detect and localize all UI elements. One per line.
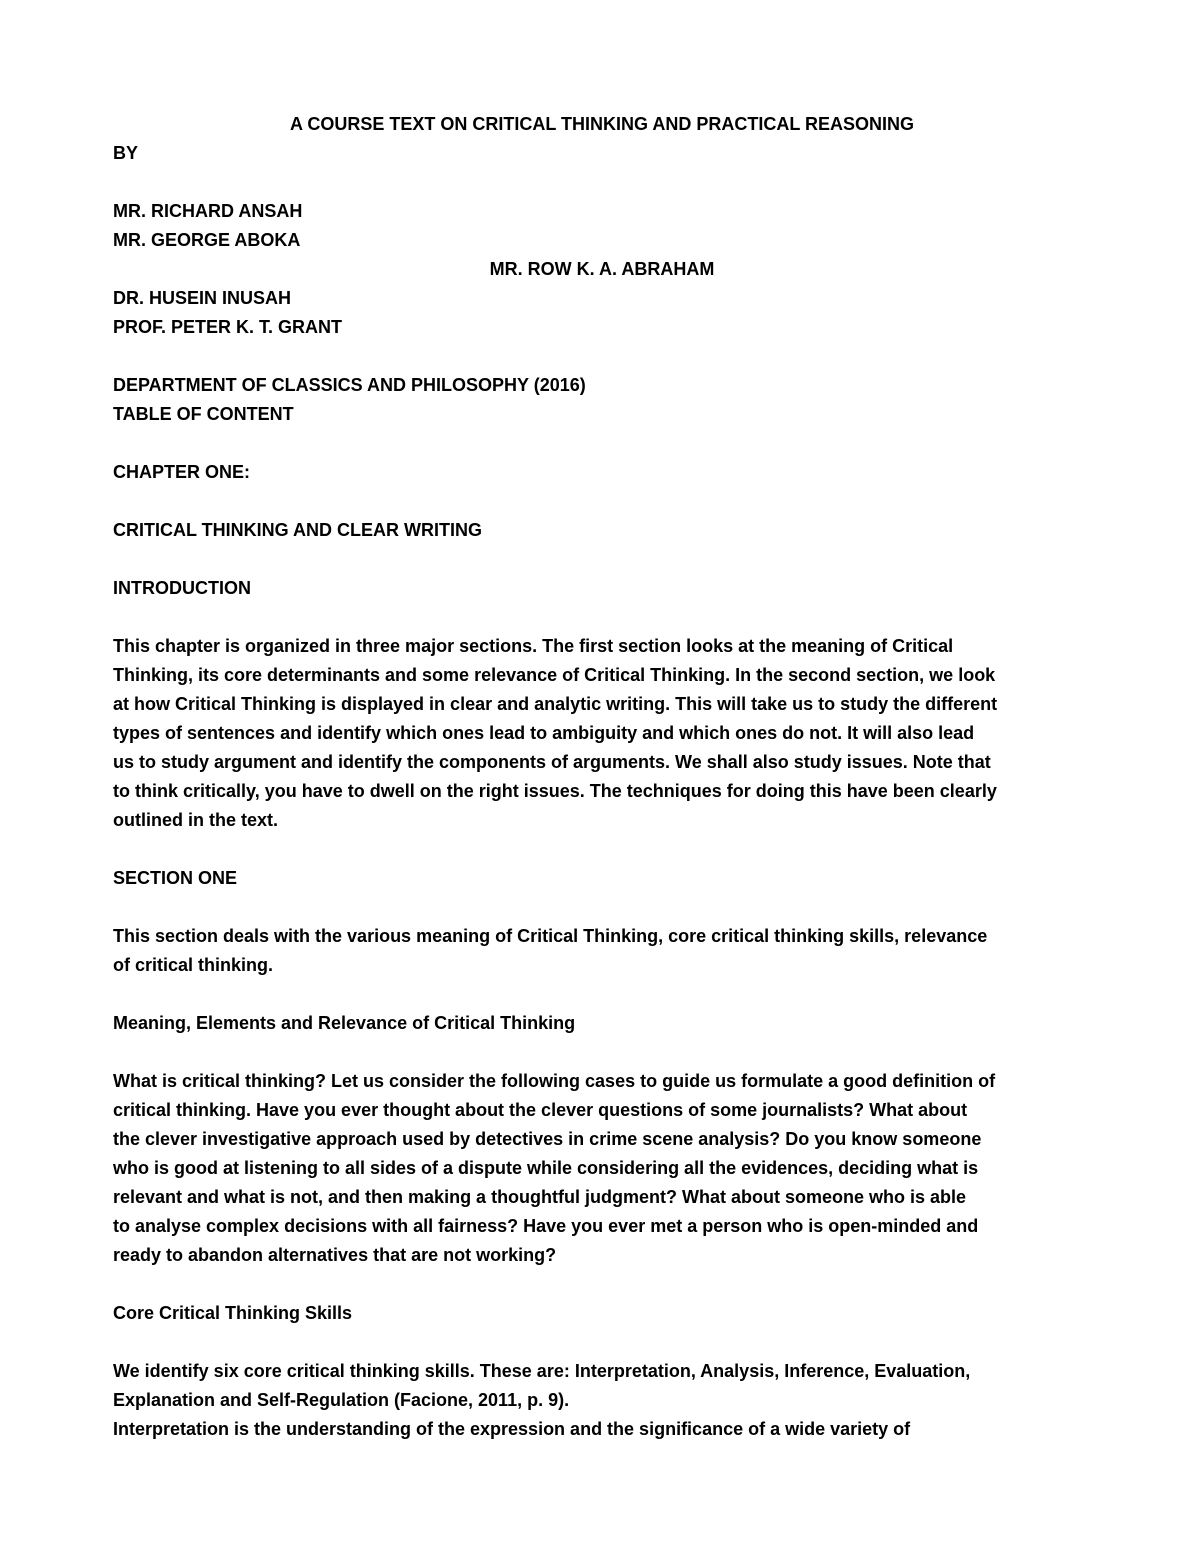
document-content [113, 110, 1091, 1444]
author-line: MR. RICHARD ANSAH [113, 201, 303, 221]
subsection-heading: Meaning, Elements and Relevance of Critical Thinking [113, 1013, 576, 1033]
definition-paragraph-line: the clever investigative approach used by detectives in crime scene analysis? Do you know someone [113, 1129, 982, 1149]
blank-line [113, 603, 1091, 632]
document-title: A COURSE TEXT ON CRITICAL THINKING AND PRACTICAL REASONING [289, 114, 914, 134]
toc-heading: TABLE OF CONTENT [113, 404, 294, 424]
skills-paragraph-line: Explanation and Self-Regulation (Facione, 2011, p. 9). [113, 1390, 570, 1410]
introduction-heading: INTRODUCTION [113, 578, 251, 598]
definition-paragraph-line: who is good at listening to all sides of a dispute while considering all the evidences, deciding what is [113, 1158, 979, 1178]
blank-line [113, 1328, 1091, 1357]
blank-line [113, 342, 1091, 371]
definition-paragraph-line: What is critical thinking? Let us consider the following cases to guide us formulate a good definition of [113, 1071, 996, 1091]
intro-paragraph-line: at how Critical Thinking is displayed in clear and analytic writing. This will take us to study the different [113, 694, 998, 714]
section-paragraph-line: This section deals with the various meaning of Critical Thinking, core critical thinking skills, relevance [113, 926, 988, 946]
chapter-title: CRITICAL THINKING AND CLEAR WRITING [113, 520, 482, 540]
department-line: DEPARTMENT OF CLASSICS AND PHILOSOPHY (2016) [113, 375, 586, 395]
blank-line [113, 980, 1091, 1009]
intro-paragraph-line: us to study argument and identify the components of arguments. We shall also study issues. Note that [113, 752, 991, 772]
intro-paragraph-line: types of sentences and identify which ones lead to ambiguity and which ones do not. It will also lead [113, 723, 975, 743]
author-line: MR. GEORGE ABOKA [113, 230, 301, 250]
interpretation-line: Interpretation is the understanding of the expression and the significance of a wide variety of [113, 1419, 911, 1439]
blank-line [113, 545, 1091, 574]
blank-line [113, 1270, 1091, 1299]
intro-paragraph-line: outlined in the text. [113, 810, 278, 830]
blank-line [113, 429, 1091, 458]
definition-paragraph-line: to analyse complex decisions with all fairness? Have you ever met a person who is open-minded and [113, 1216, 979, 1236]
author-line: DR. HUSEIN INUSAH [113, 288, 292, 308]
blank-line [113, 893, 1091, 922]
section-heading: SECTION ONE [113, 868, 238, 888]
section-paragraph-line: of critical thinking. [113, 955, 274, 975]
skills-paragraph-line: We identify six core critical thinking skills. These are: Interpretation, Analysis, Inference, Evaluation, [113, 1361, 971, 1381]
blank-line [113, 835, 1091, 864]
author-line: MR. ROW K. A. ABRAHAM [489, 259, 715, 279]
intro-paragraph-line: Thinking, its core determinants and some relevance of Critical Thinking. In the second section, we look [113, 665, 996, 685]
definition-paragraph-line: critical thinking. Have you ever thought about the clever questions of some journalists? What about [113, 1100, 968, 1120]
chapter-heading: CHAPTER ONE: [113, 462, 251, 482]
author-line: PROF. PETER K. T. GRANT [113, 317, 343, 337]
intro-paragraph-line: to think critically, you have to dwell on the right issues. The techniques for doing this have been clearly [113, 781, 997, 801]
byline: BY [113, 143, 139, 163]
definition-paragraph-line: relevant and what is not, and then making a thoughtful judgment? What about someone who is able [113, 1187, 967, 1207]
skills-heading: Core Critical Thinking Skills [113, 1303, 353, 1323]
definition-paragraph-line: ready to abandon alternatives that are not working? [113, 1245, 557, 1265]
blank-line [113, 487, 1091, 516]
blank-line [113, 168, 1091, 197]
blank-line [113, 1038, 1091, 1067]
intro-paragraph-line: This chapter is organized in three major sections. The first section looks at the meaning of Critical [113, 636, 954, 656]
